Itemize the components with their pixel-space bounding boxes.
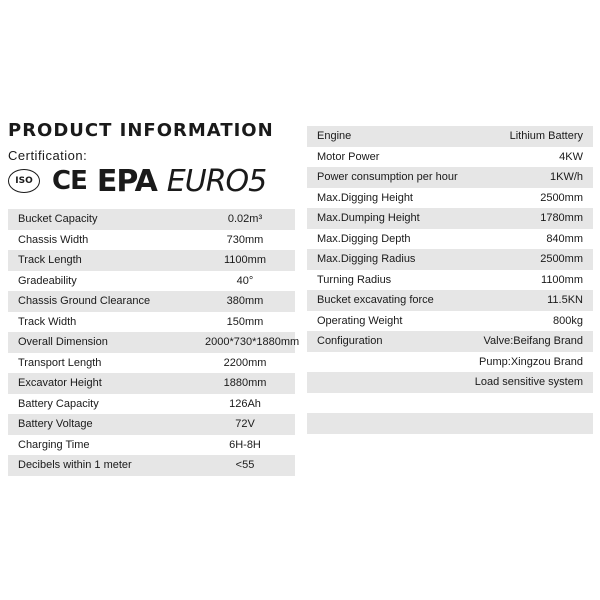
ce-logo-icon: CE (52, 166, 87, 196)
spec-row (307, 290, 593, 311)
spec-label: Decibels within 1 meter (18, 459, 132, 472)
spec-label: Track Width (18, 315, 77, 328)
spec-row (307, 352, 593, 373)
spec-row (307, 208, 593, 229)
spec-label: Transport Length (18, 356, 102, 369)
spec-label: Max.Dumping Height (317, 212, 420, 225)
spec-row (307, 270, 593, 291)
spec-value: 40° (236, 274, 254, 287)
spec-value: 150mm (226, 315, 264, 328)
spec-row (307, 147, 593, 168)
spec-value: 380mm (226, 295, 264, 308)
spec-row (8, 250, 295, 271)
spec-row (8, 455, 295, 476)
iso-logo-icon (8, 169, 40, 193)
spec-row (307, 331, 593, 352)
spec-value: 1880mm (223, 377, 267, 390)
spec-label: Operating Weight (317, 314, 403, 327)
spec-value: 2200mm (223, 356, 267, 369)
spec-row (8, 312, 295, 333)
epa-logo-icon: EPA (96, 163, 157, 199)
spec-label: Max.Digging Height (317, 191, 413, 204)
spec-value: 1780mm (540, 212, 583, 225)
spec-row (8, 394, 295, 415)
spec-row (8, 209, 295, 230)
spec-label: Max.Digging Radius (317, 253, 416, 266)
spec-value: 1100mm (541, 273, 583, 286)
spec-row (307, 413, 593, 434)
spec-value: Lithium Battery (509, 130, 583, 143)
spec-row (307, 167, 593, 188)
spec-label: Track Length (18, 254, 82, 267)
spec-row (307, 229, 593, 250)
page-title: PRODUCT INFORMATION (8, 120, 274, 141)
spec-value: 72V (235, 418, 255, 431)
spec-row (8, 332, 300, 353)
spec-value: Pump:Xingzou Brand (479, 355, 583, 368)
spec-label: Engine (317, 130, 352, 143)
left-spec-table (8, 209, 300, 476)
spec-label: Chassis Ground Clearance (18, 295, 151, 308)
spec-row (8, 435, 295, 456)
spec-value: 4KW (559, 150, 583, 163)
spec-label: Turning Radius (317, 273, 392, 286)
spec-label: Motor Power (317, 150, 380, 163)
spec-label: Max.Digging Depth (317, 232, 411, 245)
iso-logo-text: ISO (15, 176, 33, 186)
spec-row (8, 414, 295, 435)
spec-value: 11.5KN (547, 294, 583, 307)
spec-label: Overall Dimension (18, 336, 108, 349)
spec-value: 2500mm (540, 191, 583, 204)
spec-row (307, 311, 593, 332)
spec-value: 6H-8H (229, 438, 261, 451)
spec-row (8, 271, 295, 292)
spec-value: 800kg (553, 314, 583, 327)
spec-label: Configuration (317, 335, 383, 348)
spec-value: <55 (235, 459, 255, 472)
spec-value: 126Ah (229, 397, 261, 410)
spec-row (8, 230, 295, 251)
spec-label: Charging Time (18, 438, 90, 451)
spec-row (8, 291, 295, 312)
spec-row (307, 126, 593, 147)
right-spec-table (307, 126, 593, 434)
spec-row (307, 249, 593, 270)
spec-value: 0.02m³ (227, 213, 263, 226)
spec-label: Excavator Height (18, 377, 102, 390)
euro5-logo-icon: EURO5 (166, 163, 267, 199)
spec-label: Battery Capacity (18, 397, 99, 410)
spec-value: 1100mm (224, 254, 266, 267)
certification-logos (8, 165, 266, 197)
spec-row (307, 393, 593, 414)
spec-label: Bucket excavating force (317, 294, 434, 307)
spec-row (307, 372, 593, 393)
spec-label: Bucket Capacity (18, 213, 98, 226)
spec-label: Power consumption per hour (317, 171, 458, 184)
spec-label: Chassis Width (18, 233, 89, 246)
spec-label: Battery Voltage (18, 418, 93, 431)
spec-value: Load sensitive system (474, 376, 583, 389)
spec-value: 730mm (226, 233, 264, 246)
spec-value: Valve:Beifang Brand (483, 335, 583, 348)
spec-value: 2500mm (540, 253, 583, 266)
spec-value: 840mm (546, 232, 583, 245)
spec-row (8, 353, 295, 374)
spec-value: 2000*730*1880mm (205, 336, 300, 349)
spec-row (307, 188, 593, 209)
spec-value: 1KW/h (549, 171, 583, 184)
certification-label: Certification: (8, 148, 88, 163)
spec-row (8, 373, 295, 394)
spec-label: Gradeability (18, 274, 77, 287)
